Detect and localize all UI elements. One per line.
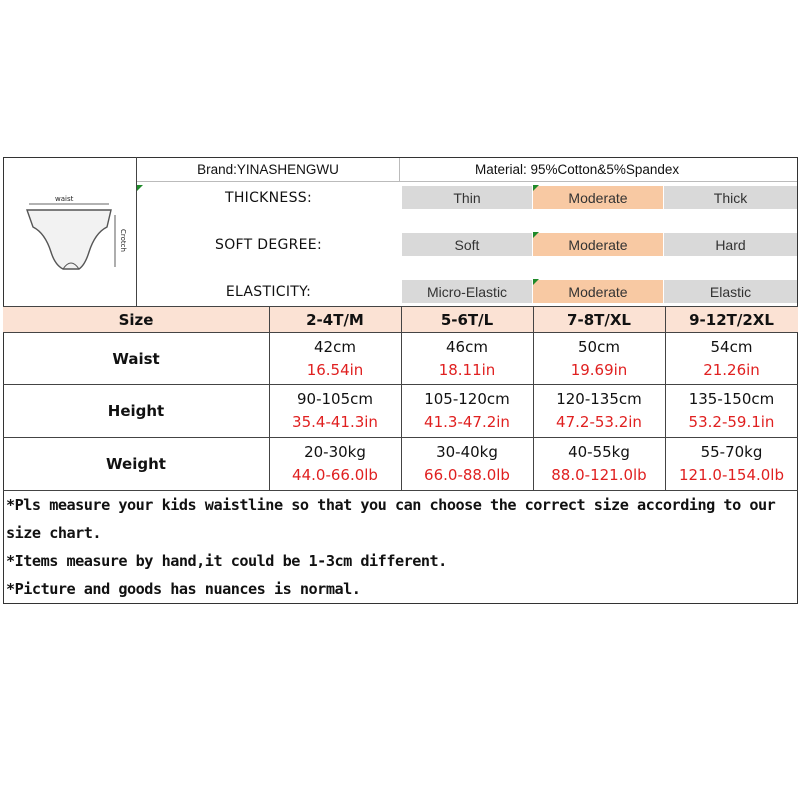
elasticity-option-elastic: Elastic	[664, 280, 797, 303]
tick-mark-icon	[533, 232, 539, 238]
note-line: *Picture and goods has nuances is normal.	[6, 580, 361, 598]
table-cell: 20-30kg 44.0-66.0lb	[292, 443, 378, 484]
soft-option-moderate: Moderate	[533, 233, 663, 256]
material-label: Material: 95%Cotton&5%Spandex	[400, 158, 797, 182]
table-cell: 54cm 21.26in	[703, 338, 760, 379]
elasticity-option-micro-elastic: Micro-Elastic	[402, 280, 532, 303]
thickness-option-moderate: Moderate	[533, 186, 663, 209]
notes-section	[6, 491, 796, 603]
note-line: *Pls measure your kids waistline so that you can choose the correct size according to our	[6, 496, 776, 514]
table-cell: 46cm 18.11in	[438, 338, 496, 379]
elasticity-label: ELASTICITY:	[225, 284, 312, 300]
note-line: size chart.	[6, 524, 102, 542]
table-cell: 42cm 16.54in	[306, 338, 364, 379]
brand-label: Brand:YINASHENGWU	[137, 158, 400, 182]
thickness-option-thin: Thin	[402, 186, 532, 209]
table-cell: 50cm 19.69in	[570, 338, 628, 379]
note-line: *Items measure by hand,it could be 1-3cm different.	[6, 552, 447, 570]
size-col-2-4t: 2-4T/M	[269, 306, 401, 333]
size-header: Size	[3, 306, 269, 333]
soft-degree-label: SOFT DEGREE:	[215, 237, 322, 253]
soft-option-soft: Soft	[402, 233, 532, 256]
table-cell: 30-40kg 66.0-88.0lb	[424, 443, 510, 484]
crotch-label: Crotch	[119, 229, 127, 252]
table-cell: 120-135cm 47.2-53.2in	[556, 390, 642, 431]
thickness-option-thick: Thick	[664, 186, 797, 209]
product-thumbnail	[3, 157, 137, 306]
size-col-7-8t: 7-8T/XL	[533, 306, 665, 333]
soft-option-hard: Hard	[664, 233, 797, 256]
table-cell: 105-120cm 41.3-47.2in	[424, 390, 510, 431]
thickness-label: THICKNESS:	[225, 190, 312, 206]
table-cell: 55-70kg 121.0-154.0lb	[679, 443, 784, 484]
size-col-9-12t: 9-12T/2XL	[665, 306, 798, 333]
tick-mark-icon	[137, 185, 143, 191]
tick-mark-icon	[533, 279, 539, 285]
underwear-diagram-icon	[3, 157, 137, 306]
waist-label: waist	[55, 195, 74, 203]
elasticity-option-moderate: Moderate	[533, 280, 663, 303]
table-cell: 90-105cm 35.4-41.3in	[292, 390, 378, 431]
tick-mark-icon	[533, 185, 539, 191]
row-label-height: Height	[107, 402, 165, 420]
size-col-5-6t: 5-6T/L	[401, 306, 533, 333]
table-cell: 135-150cm 53.2-59.1in	[688, 390, 775, 431]
row-label-waist: Waist	[112, 349, 160, 368]
row-label-weight: Weight	[106, 455, 166, 473]
table-cell: 40-55kg 88.0-121.0lb	[551, 443, 647, 484]
